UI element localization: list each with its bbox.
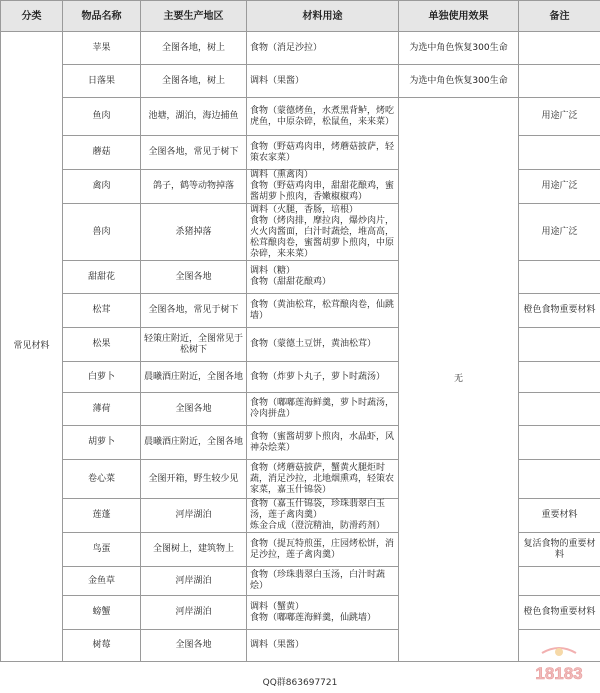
uses-cell: 调料（火腿，香肠，培根） 食物（烤肉排，摩拉肉，爆炒肉片，火火肉酱面，白汁时蔬烩，堆高高，松茸酿肉卷，蜜酱胡萝卜煎肉，中原杂碎，来来菜） [247, 204, 399, 261]
watermark-logo [524, 643, 594, 689]
uses-cell: 食物（蜜酱胡萝卜煎肉，水晶虾，风神杂烩菜） [247, 426, 399, 460]
note-cell: 橙色食物重要材料 [519, 294, 600, 328]
item-name-cell: 日落果 [63, 65, 141, 98]
uses-cell: 食物（黄油松茸，松茸酿肉卷，仙跳墙） [247, 294, 399, 328]
item-name-cell: 松茸 [63, 294, 141, 328]
table-row [1, 98, 600, 136]
note-cell [519, 136, 600, 170]
uses-cell: 食物（消足沙拉） [247, 32, 399, 65]
note-cell [519, 261, 600, 294]
uses-cell: 食物（珍珠翡翠白玉汤，白汁时蔬烩） [247, 567, 399, 596]
region-cell: 河岸湖泊 [141, 499, 247, 533]
uses-cell: 食物（嘟嘟莲海鲜羹，萝卜时蔬汤，冷肉拼盘） [247, 393, 399, 426]
item-name-cell: 苹果 [63, 32, 141, 65]
item-name-cell: 松果 [63, 328, 141, 362]
item-name-cell: 胡萝卜 [63, 426, 141, 460]
item-name-cell: 蘑菇 [63, 136, 141, 170]
uses-cell: 食物（蒙德土豆饼，黄油松茸） [247, 328, 399, 362]
uses-cell: 食物（嘉玉什锦袋，珍珠翡翠白玉汤，莲子禽肉羹） 炼金合成（澄浣精油，防滑药剂） [247, 499, 399, 533]
effect-cell-shared: 无 [399, 98, 519, 662]
note-cell [519, 328, 600, 362]
header-category: 分类 [1, 1, 63, 32]
note-cell [519, 567, 600, 596]
region-cell: 全图各地 [141, 630, 247, 662]
note-cell [519, 460, 600, 499]
item-name-cell: 禽肉 [63, 170, 141, 204]
item-name-cell: 莲蓬 [63, 499, 141, 533]
region-cell: 河岸湖泊 [141, 596, 247, 630]
note-cell [519, 426, 600, 460]
item-name-cell: 甜甜花 [63, 261, 141, 294]
header-note: 备注 [519, 1, 600, 32]
item-name-cell: 鱼肉 [63, 98, 141, 136]
header-region: 主要生产地区 [141, 1, 247, 32]
note-cell [519, 393, 600, 426]
note-cell: 重要材料 [519, 499, 600, 533]
uses-cell: 食物（野菇鸡肉串，烤蘑菇披萨，轻策农家菜） [247, 136, 399, 170]
note-cell: 用途广泛 [519, 204, 600, 261]
note-cell [519, 362, 600, 393]
header-effect: 单独使用效果 [399, 1, 519, 32]
uses-cell: 调料（果酱） [247, 630, 399, 662]
region-cell: 全图各地 [141, 393, 247, 426]
item-name-cell: 白萝卜 [63, 362, 141, 393]
region-cell: 鸽子，鹤等动物掉落 [141, 170, 247, 204]
region-cell: 杀猪掉落 [141, 204, 247, 261]
item-name-cell: 兽肉 [63, 204, 141, 261]
effect-cell: 为选中角色恢复300生命 [399, 32, 519, 65]
svg-text:18183: 18183 [535, 664, 583, 683]
item-name-cell: 薄荷 [63, 393, 141, 426]
effect-cell: 为选中角色恢复300生命 [399, 65, 519, 98]
uses-cell: 食物（炸萝卜丸子，萝卜时蔬汤） [247, 362, 399, 393]
note-cell: 复活食物的重要材料 [519, 533, 600, 567]
uses-cell: 食物（提瓦特煎蛋，庄园烤松饼，消足沙拉，莲子禽肉羹） [247, 533, 399, 567]
region-cell: 全图开箱，野生较少见 [141, 460, 247, 499]
table-row [1, 65, 600, 98]
region-cell: 全图树上，建筑物上 [141, 533, 247, 567]
uses-cell: 食物（蒙德烤鱼，水煮黑背鲈，烤吃虎鱼，中原杂碎，松鼠鱼，来来菜） [247, 98, 399, 136]
region-cell: 池塘，湖泊，海边捕鱼 [141, 98, 247, 136]
item-name-cell: 金鱼草 [63, 567, 141, 596]
note-cell: 用途广泛 [519, 98, 600, 136]
region-cell: 河岸湖泊 [141, 567, 247, 596]
region-cell: 全图各地，树上 [141, 65, 247, 98]
item-name-cell: 鸟蛋 [63, 533, 141, 567]
region-cell: 全图各地 [141, 261, 247, 294]
note-cell: 用途广泛 [519, 170, 600, 204]
item-name-cell: 螃蟹 [63, 596, 141, 630]
note-cell: 橙色食物重要材料 [519, 596, 600, 630]
category-cell: 常见材料 [1, 32, 63, 662]
uses-cell: 调料（熏禽肉） 食物（野菇鸡肉串，甜甜花酿鸡，蜜酱胡萝卜煎肉，香嫩椒椒鸡） [247, 170, 399, 204]
region-cell: 全图各地，树上 [141, 32, 247, 65]
note-cell [519, 32, 600, 65]
region-cell: 轻策庄附近，全图常见于松树下 [141, 328, 247, 362]
uses-cell: 调料（蟹黄） 食物（嘟嘟莲海鲜羹，仙跳墙） [247, 596, 399, 630]
item-name-cell: 树莓 [63, 630, 141, 662]
table-header-row [1, 1, 600, 32]
header-item-name: 物品名称 [63, 1, 141, 32]
region-cell: 全图各地，常见于树下 [141, 136, 247, 170]
region-cell: 晨曦酒庄附近，全图各地 [141, 426, 247, 460]
uses-cell: 调料（果酱） [247, 65, 399, 98]
footer-qq-group: QQ群863697721 [262, 678, 338, 688]
region-cell: 全图各地，常见于树下 [141, 294, 247, 328]
item-name-cell: 卷心菜 [63, 460, 141, 499]
header-uses: 材料用途 [247, 1, 399, 32]
uses-cell: 食物（烤蘑菇披萨，蟹黄火腿炬时蔬，消足沙拉，北地烟熏鸡，轻策农家菜，嘉玉什锦袋） [247, 460, 399, 499]
note-cell [519, 65, 600, 98]
region-cell: 晨曦酒庄附近，全图各地 [141, 362, 247, 393]
table-row [1, 32, 600, 65]
uses-cell: 调料（糖） 食物（甜甜花酿鸡） [247, 261, 399, 294]
